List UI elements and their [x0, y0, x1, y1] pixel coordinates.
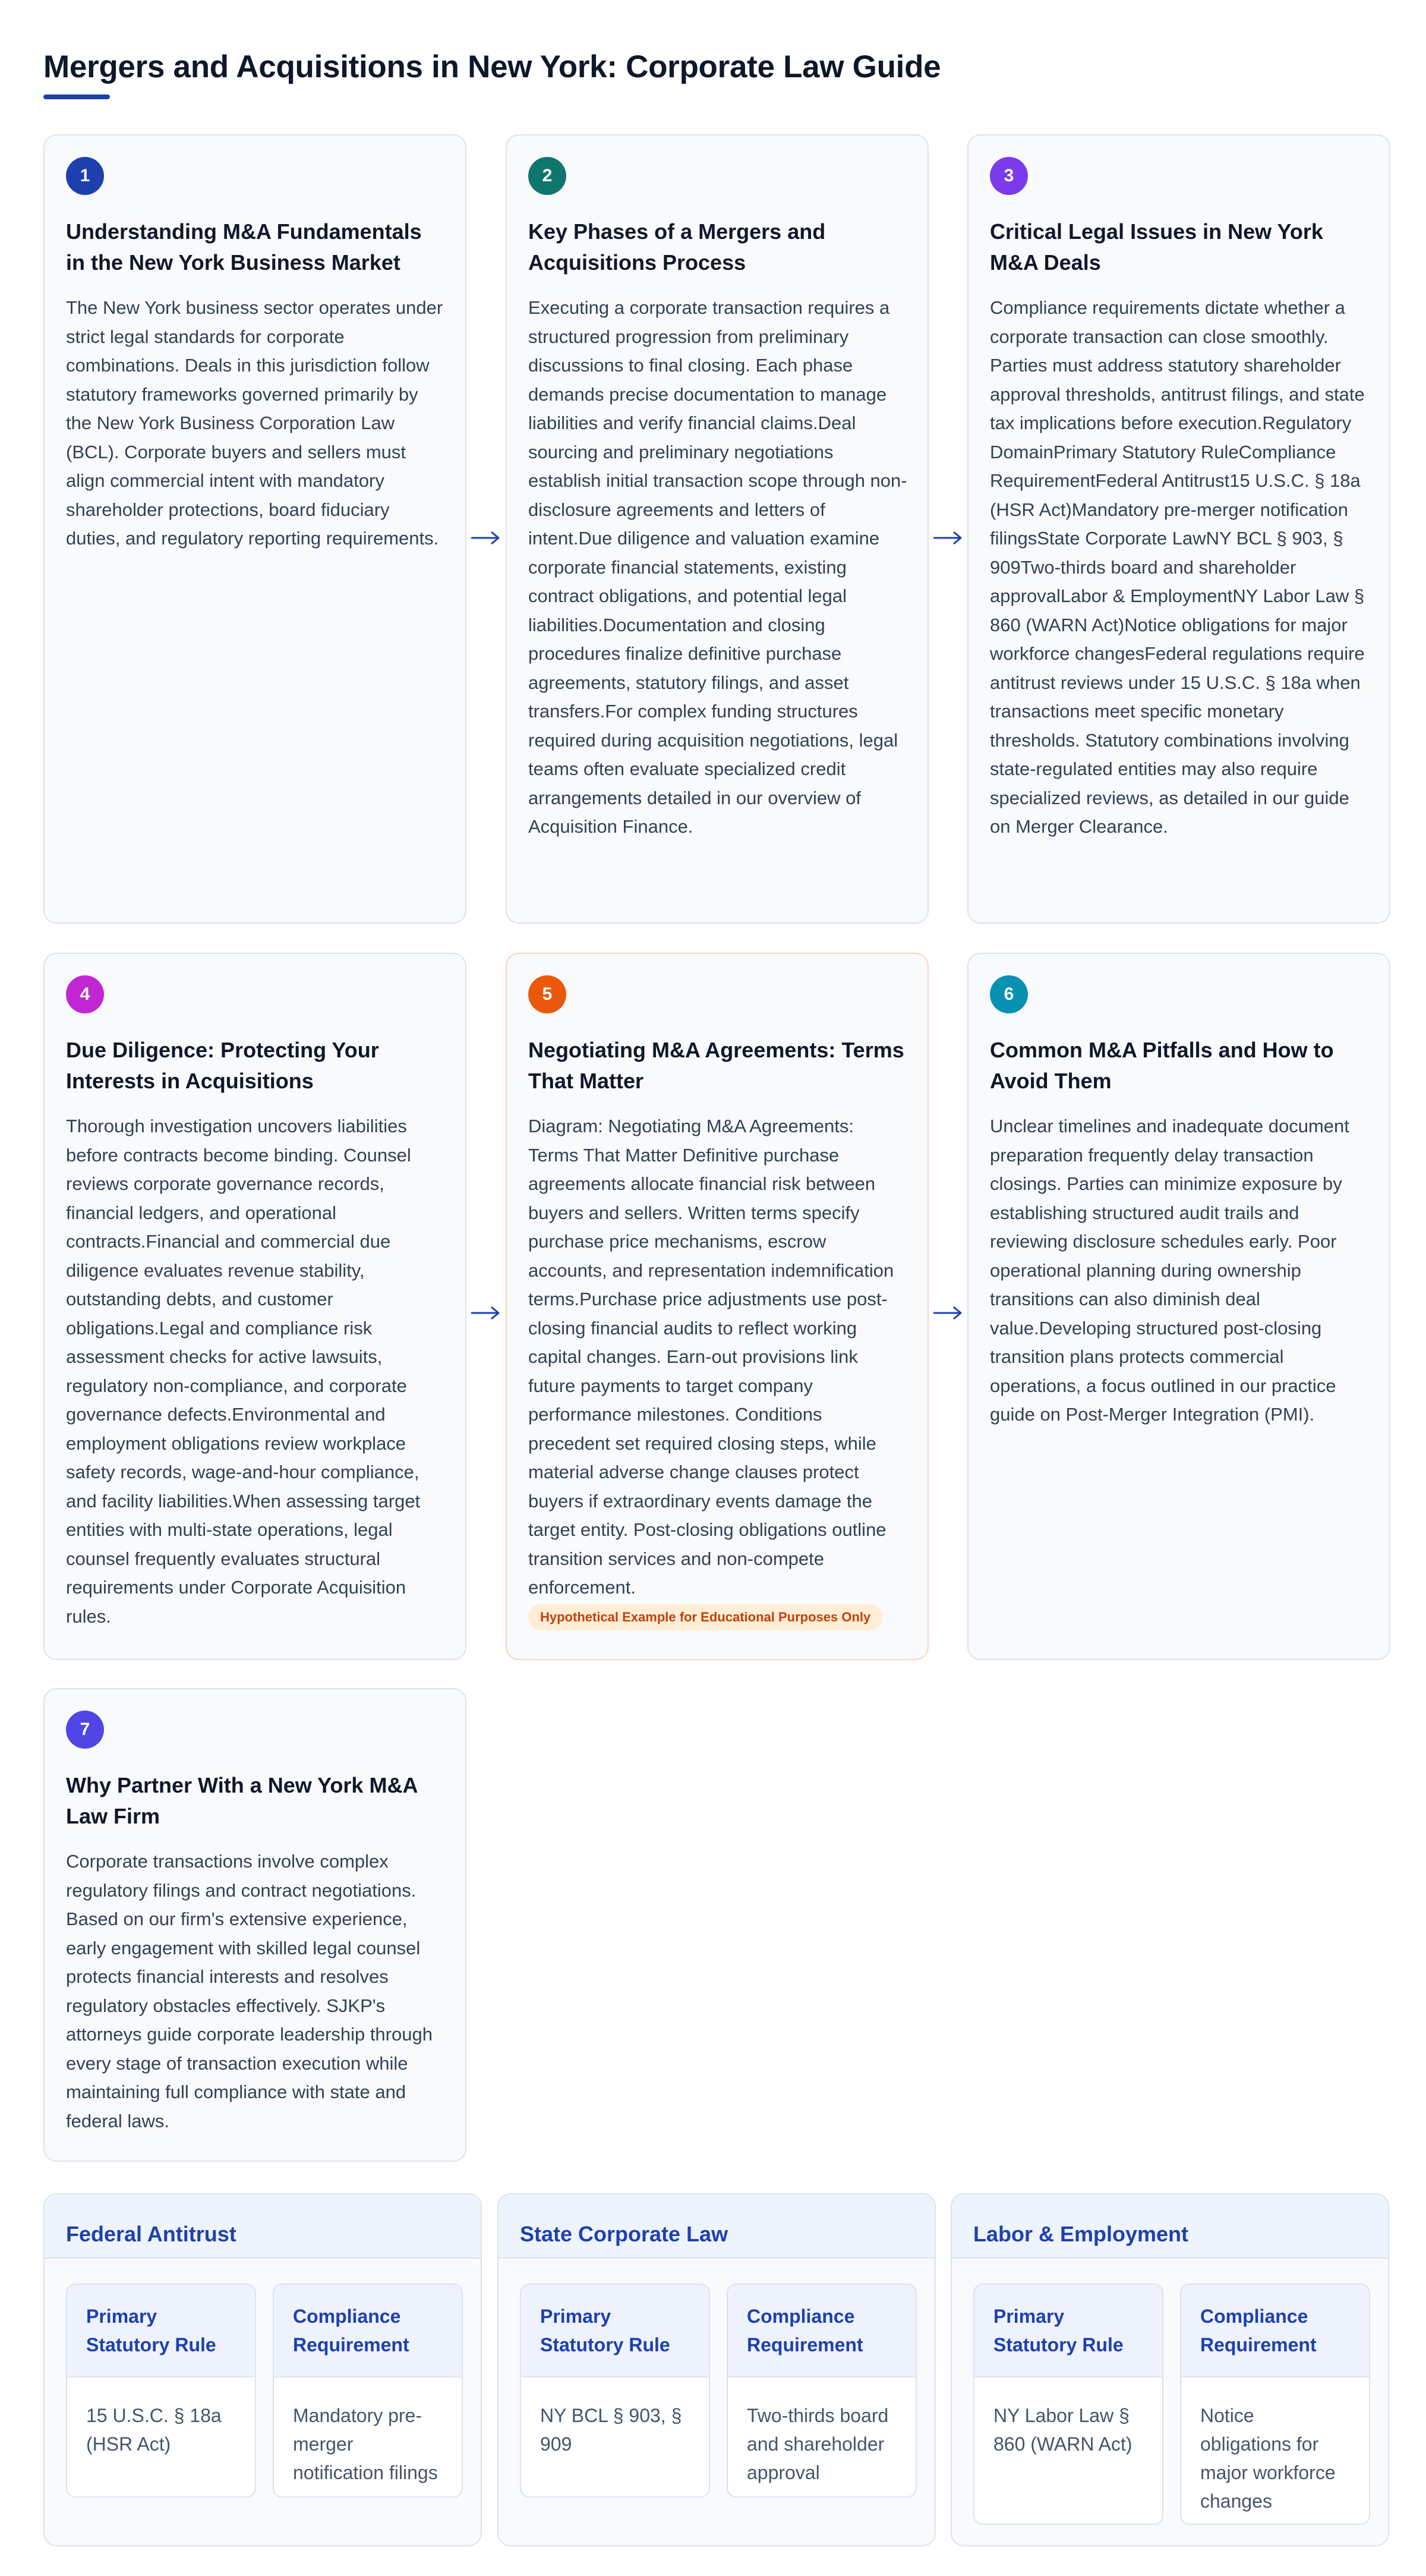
step-card-5 [506, 953, 929, 1660]
disclaimer-badge: Hypothetical Example for Educational Purposes Only [528, 1604, 882, 1630]
category-header [499, 2194, 935, 2259]
step-body: Compliance requirements dictate whether a corporate transaction can close smoothly. Parties must address statutory shareholder approval thresholds, antitrust filings, and state tax implications before execution.Regulatory DomainPrimary Statutory RuleCompliance RequirementFederal Antitrust15 U.S.C. § 18a (HSR Act)Mandatory pre-merger notification filingsState Corporate LawNY BCL § 903, § 909Two-thirds board and shareholder approvalLabor & EmploymentNY Labor Law § 860 (WARN Act)Notice obligations for major workforce changesFederal regulations require antitrust reviews under 15 U.S.C. § 18a when transactions meet specific monetary thresholds. Statutory combinations involving state-regulated entities may also require specialized reviews, as detailed in our guide on Merger Clearance. [990, 297, 1365, 837]
step-body: Corporate transactions involve complex regulatory filings and contract negotiations. Based on our firm's extensive experience, early engagement with skilled legal counsel protects financial interests and resolves regulatory obstacles effectively. SJKP's attorneys guide corporate leadership through every stage of transaction execution while maintaining full compliance with state and federal laws. [66, 1851, 433, 2131]
arrow-right-icon [932, 529, 963, 547]
arrow-right-icon [932, 1304, 963, 1322]
step-body: Diagram: Negotiating M&A Agreements: Terms That Matter Definitive purchase agreements allocate financial risk between buyers and sellers. Written terms specify purchase price mechanisms, escrow accounts, and representation indemnification terms.Purchase price adjustments use post-closing financial audits to reflect working capital changes. Earn-out provisions link future payments to target company performance milestones. Conditions precedent set required closing steps, while material adverse change clauses protect buyers if extraordinary events damage the target entity. Post-closing obligations outline transition services and non-compete enforcement. [528, 1116, 894, 1598]
category-title: Federal Antitrust [66, 2222, 236, 2246]
rule-value: NY Labor Law § 860 (WARN Act) [993, 2405, 1132, 2455]
step-number-badge: 2 [528, 157, 566, 195]
arrow-right-icon [470, 529, 501, 547]
requirement-card [273, 2284, 463, 2498]
step-title: Why Partner With a New York M&A Law Firm [66, 1773, 418, 1828]
step-number-badge: 7 [66, 1711, 104, 1749]
step-number-badge: 5 [528, 975, 566, 1013]
requirement-label: Compliance Requirement [274, 2285, 462, 2377]
requirement-value: Two-thirds board and shareholder approval [747, 2405, 889, 2483]
requirement-value: Notice obligations for major workforce changes [1200, 2405, 1336, 2512]
step-title: Due Diligence: Protecting Your Interests in Acquisitions [66, 1038, 379, 1093]
title-underline [43, 95, 110, 99]
step-card-7 [43, 1688, 466, 2162]
rule-label: Primary Statutory Rule [974, 2285, 1162, 2377]
category-panel-state-corporate-law [497, 2193, 936, 2546]
step-body: Executing a corporate transaction requires a structured progression from preliminary discussions to final closing. Each phase demands precise documentation to manage liabilities and verify financial claims.Deal sourcing and preliminary negotiations establish initial transaction scope through non-disclosure agreements and letters of intent.Due diligence and valuation examine corporate financial statements, existing contract obligations, and potential legal liabilities.Documentation and closing procedures finalize definitive purchase agreements, statutory filings, and asset transfers.For complex funding structures required during acquisition negotiations, legal teams often evaluate specialized credit arrangements detailed in our overview of Acquisition Finance. [528, 297, 907, 837]
requirement-label: Compliance Requirement [1181, 2285, 1369, 2377]
step-body: Thorough investigation uncovers liabilities before contracts become binding. Counsel reviews corporate governance records, financial ledgers, and operational contracts.Financial and commercial due diligence evaluates revenue stability, outstanding debts, and customer obligations.Legal and compliance risk assessment checks for active lawsuits, regulatory non-compliance, and corporate governance defects.Environmental and employment obligations review workplace safety records, wage-and-hour compliance, and facility liabilities.When assessing target entities with multi-state operations, legal counsel frequently evaluates structural requirements under Corporate Acquisition rules. [66, 1116, 421, 1627]
requirement-card [1180, 2284, 1370, 2525]
step-title: Key Phases of a Mergers and Acquisitions Process [528, 219, 826, 275]
rule-label: Primary Statutory Rule [67, 2285, 255, 2377]
step-body: The New York business sector operates under strict legal standards for corporate combinations. Deals in this jurisdiction follow statutory frameworks governed primarily by the New York Business Corporation Law (BCL). Corporate buyers and sellers must align commercial intent with mandatory shareholder protections, board fiduciary duties, and regulatory reporting requirements. [66, 297, 443, 549]
category-title: State Corporate Law [520, 2222, 728, 2246]
step-number-badge: 1 [66, 157, 104, 195]
rule-card [520, 2284, 710, 2498]
requirement-label: Compliance Requirement [728, 2285, 916, 2377]
category-header [952, 2194, 1388, 2259]
requirement-card [727, 2284, 917, 2498]
step-number-badge: 4 [66, 975, 104, 1013]
category-title: Labor & Employment [973, 2222, 1189, 2246]
category-panel-federal-antitrust [43, 2193, 482, 2546]
page-title: Mergers and Acquisitions in New York: Corporate Law Guide [43, 49, 941, 84]
step-card-6 [967, 953, 1390, 1660]
category-header [45, 2194, 481, 2259]
arrow-right-icon [470, 1304, 501, 1322]
rule-value: NY BCL § 903, § 909 [540, 2405, 682, 2455]
step-card-3 [967, 134, 1390, 924]
step-title: Negotiating M&A Agreements: Terms That Matter [528, 1038, 904, 1093]
step-card-1 [43, 134, 466, 924]
step-title: Critical Legal Issues in New York M&A Deals [990, 219, 1323, 275]
step-card-4 [43, 953, 466, 1660]
rule-label: Primary Statutory Rule [521, 2285, 709, 2377]
rule-card [973, 2284, 1163, 2525]
step-card-2 [506, 134, 929, 924]
step-title: Common M&A Pitfalls and How to Avoid Them [990, 1038, 1334, 1093]
step-number-badge: 6 [990, 975, 1028, 1013]
rule-value: 15 U.S.C. § 18a (HSR Act) [86, 2405, 222, 2455]
step-number-badge: 3 [990, 157, 1028, 195]
step-body: Unclear timelines and inadequate document preparation frequently delay transaction closings. Parties can minimize exposure by establishing structured audit trails and reviewing disclosure schedules early. Poor operational planning during ownership transitions can also diminish deal value.Developing structured post-closing transition plans protects commercial operations, a focus outlined in our practice guide on Post-Merger Integration (PMI). [990, 1116, 1349, 1425]
requirement-value: Mandatory pre-merger notification filings [293, 2405, 438, 2483]
step-title: Understanding M&A Fundamentals in the New York Business Market [66, 219, 422, 275]
category-panel-labor-employment [951, 2193, 1389, 2546]
rule-card [66, 2284, 256, 2498]
